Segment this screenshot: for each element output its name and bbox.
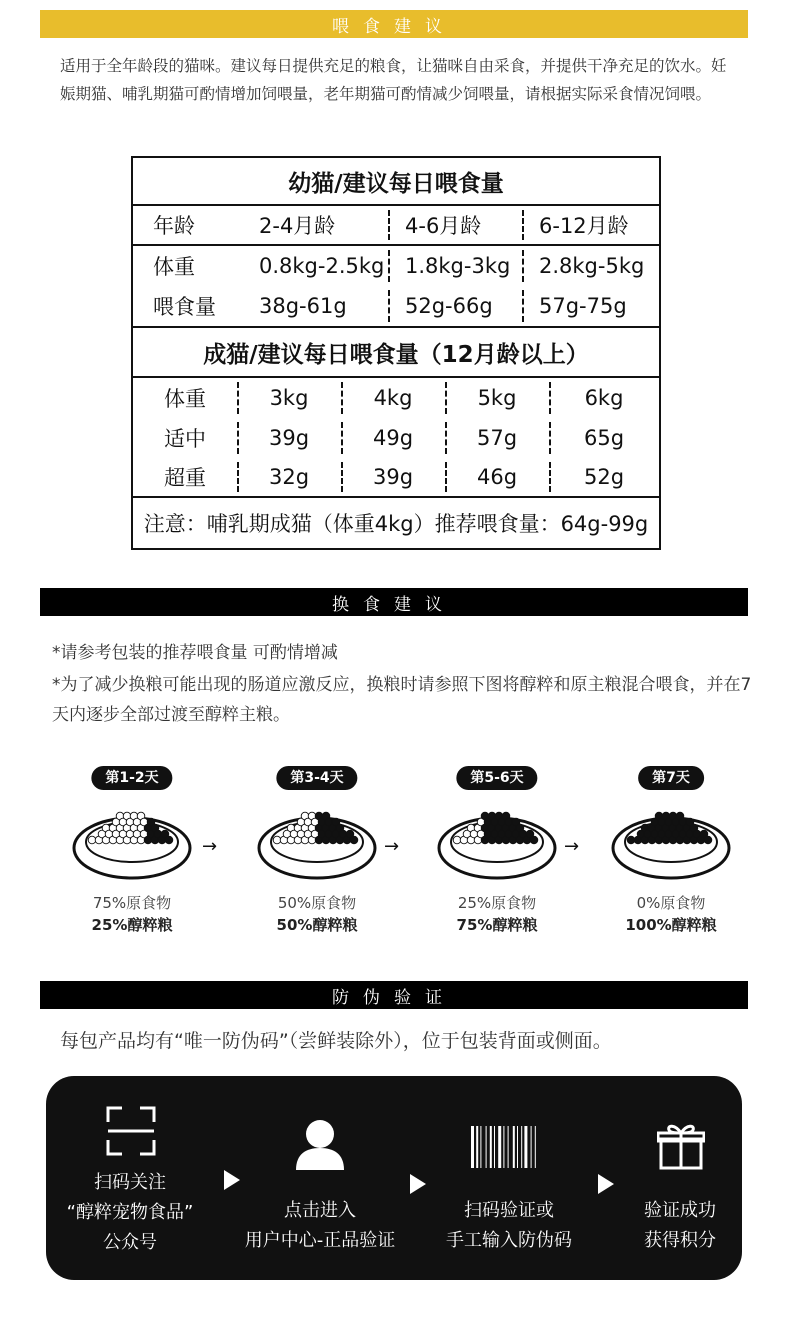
table-cell: 57g-75g [539,294,627,318]
user-icon [294,1118,346,1170]
food-bowl-icon [591,796,751,886]
step-arrow-icon [598,1174,614,1194]
new-food-ratio: 25%醇粹粮 [91,916,173,934]
table-row [133,378,659,418]
table-cell: 0.8kg-2.5kg [259,254,385,278]
transition-stage [52,766,212,946]
barcode-icon [469,1126,549,1168]
scan-icon [106,1106,156,1156]
day-badge: 第3-4天 [276,766,357,790]
table-cell: 6kg [584,386,624,410]
old-food-ratio: 0%原食物 [636,894,706,912]
step-text: 验证成功 [644,1200,716,1221]
arrow-icon: → [384,836,400,857]
new-food-ratio: 75%醇粹粮 [456,916,538,934]
day-badge: 第5-6天 [456,766,537,790]
gift-icon [657,1122,705,1170]
step-arrow-icon [410,1174,426,1194]
kitten-table-title: 幼猫/建议每日喂食量 [133,158,659,206]
step-scan-follow [60,1168,200,1258]
table-cell: 2.8kg-5kg [539,254,645,278]
table-cell: 39g [372,465,414,489]
table-cell: 体重 [164,387,206,411]
food-bowl-icon [237,796,400,886]
table-cell: 4-6月龄 [405,214,482,238]
table-cell: 52g-66g [405,294,493,318]
new-food-ratio: 50%醇粹粮 [276,916,358,934]
table-cell: 57g [476,426,518,450]
transition-stage [591,766,751,946]
food-bowl-icon [52,796,212,886]
step-text: 公众号 [103,1232,157,1253]
old-food-ratio: 50%原食物 [277,894,357,912]
table-cell: 年龄 [153,214,195,238]
step-text: 扫码验证或 [464,1200,554,1221]
table-row [133,458,659,498]
step-text: 用户中心-正品验证 [244,1230,396,1251]
step-text: 点击进入 [284,1200,356,1221]
step-verify-code [434,1196,584,1256]
feeding-table [131,156,661,550]
table-cell: 适中 [164,427,206,451]
day-badge: 第7天 [638,766,704,790]
step-text: “醇粹宠物食品” [66,1202,194,1223]
step-text: 手工输入防伪码 [446,1230,572,1251]
table-cell: 46g [476,465,518,489]
table-cell: 38g-61g [259,294,347,318]
new-food-ratio: 100%醇粹粮 [625,916,717,934]
food-switch-banner: 换食建议 [40,588,748,616]
table-note: 注意：哺乳期成猫（体重4kg）推荐喂食量：64g-99g [143,512,649,536]
table-cell: 39g [268,426,310,450]
transition-stage [237,766,400,946]
step-arrow-icon [224,1170,240,1190]
feeding-advice-banner: 喂食建议 [40,10,748,38]
table-cell: 49g [372,426,414,450]
table-row [133,286,659,328]
feeding-advice-text: 适用于全年龄段的猫咪。建议每日提供充足的粮食，让猫咪自由采食，并提供干净充足的饮水。妊娠期猫、哺乳期猫可酌情增加饲喂量，老年期猫可酌情减少饲喂量，请根据实际采食情况饲喂。 [60,57,727,103]
food-switch-line2: *为了减少换粮可能出现的肠道应激反应，换粮时请参照下图将醇粹和原主粮混合喂食，并在7天内逐步全部过渡至醇粹主粮。 [52,675,752,725]
anti-counterfeit-text: 每包产品均有“唯一防伪码”（尝鲜装除外），位于包装背面或侧面。 [60,1030,612,1052]
step-success [618,1196,742,1256]
table-cell: 65g [583,426,625,450]
adult-table-title: 成猫/建议每日喂食量（12月龄以上） [133,328,659,378]
arrow-icon: → [564,836,580,857]
table-row [133,206,659,246]
table-cell: 体重 [153,255,195,279]
verify-steps-panel [46,1076,742,1280]
food-switch-line1: *请参考包装的推荐喂食量 可酌情增减 [52,643,338,663]
food-bowl-icon [417,796,580,886]
step-text: 扫码关注 [94,1172,166,1193]
old-food-ratio: 25%原食物 [457,894,537,912]
arrow-icon: → [202,836,218,857]
table-cell: 5kg [477,386,517,410]
table-row [133,418,659,458]
table-cell: 喂食量 [153,295,216,319]
table-cell: 超重 [164,466,206,490]
table-cell: 52g [583,465,625,489]
table-cell: 1.8kg-3kg [405,254,511,278]
step-text: 获得积分 [644,1230,716,1251]
day-badge: 第1-2天 [91,766,172,790]
table-cell: 3kg [269,386,309,410]
table-cell: 6-12月龄 [539,214,629,238]
table-cell: 32g [268,465,310,489]
table-cell: 4kg [373,386,413,410]
old-food-ratio: 75%原食物 [92,894,172,912]
anti-counterfeit-banner: 防伪验证 [40,981,748,1009]
transition-stage [417,766,580,946]
table-cell: 2-4月龄 [259,214,336,238]
table-row [133,246,659,286]
step-user-center [232,1196,408,1256]
